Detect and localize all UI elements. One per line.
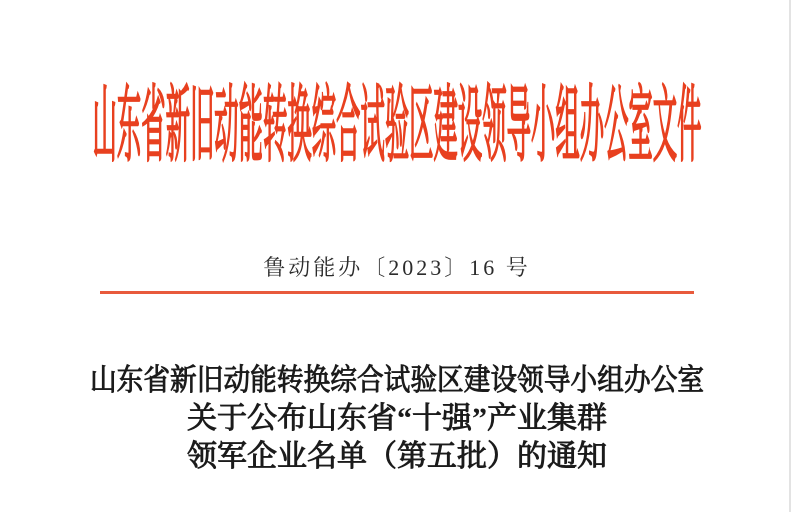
document-number: 鲁动能办〔2023〕16 号 [263,255,531,280]
document-title-line-1: 山东省新旧动能转换综合试验区建设领导小组办公室 [89,364,705,397]
scan-page-edge-line [789,0,791,512]
document-header-banner [0,80,794,173]
red-divider-line [100,291,694,294]
document-title [0,362,794,476]
document-title-line-3: 领军企业名单（第五批）的通知 [187,440,607,473]
document-title-line-2: 关于公布山东省“十强”产业集群 [187,402,607,435]
document-header-title: 山东省新旧动能转换综合试验区建设领导小组办公室文件 [92,80,702,173]
